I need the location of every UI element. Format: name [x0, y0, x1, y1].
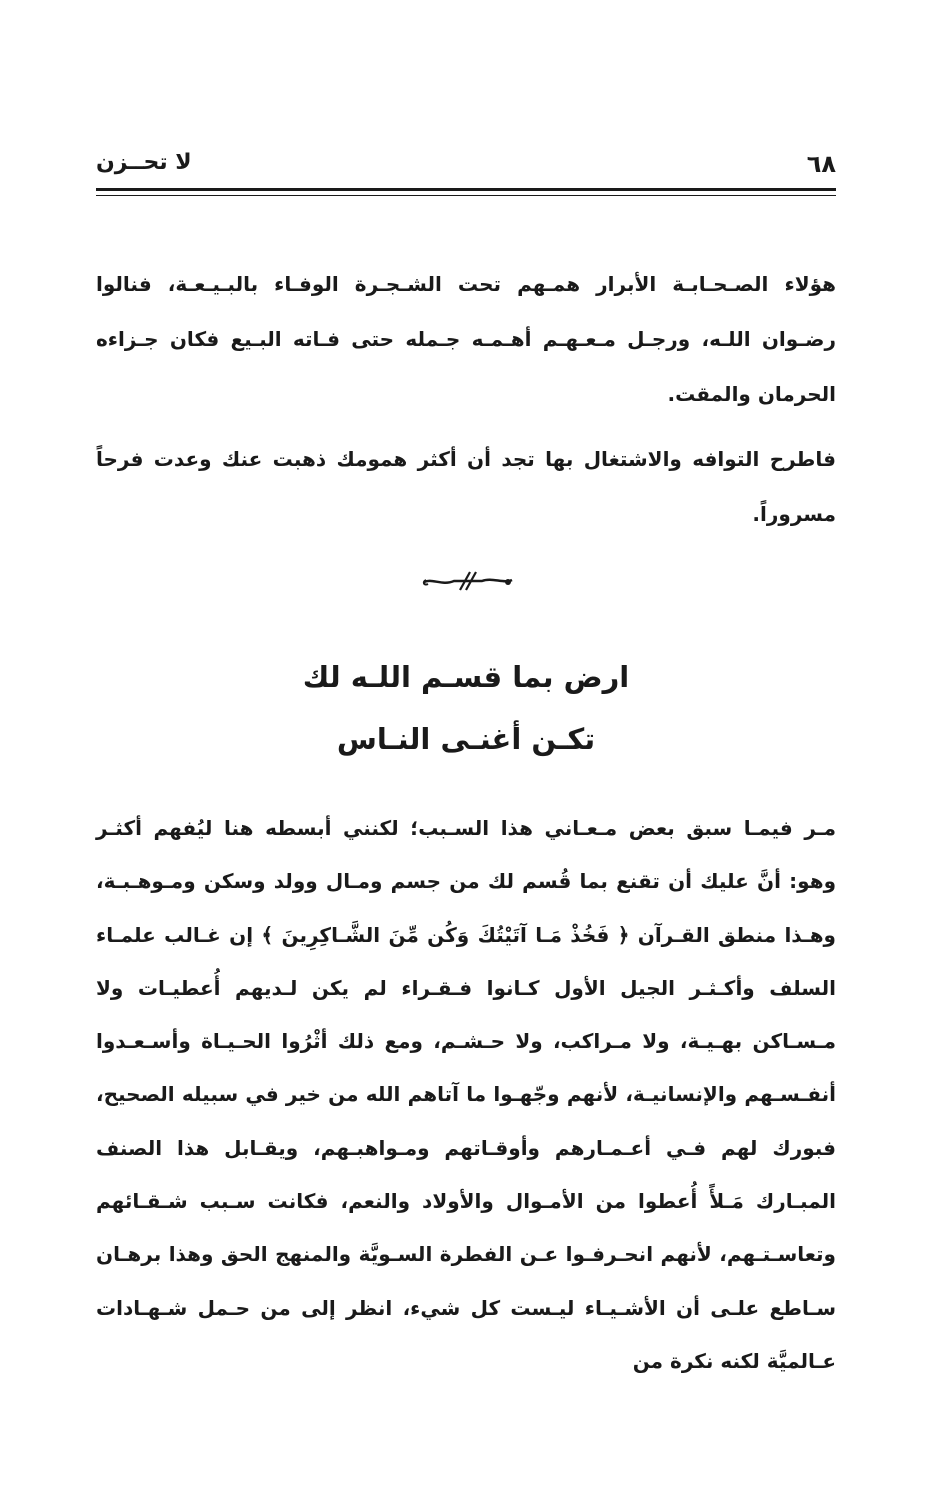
body-paragraph-1: هؤلاء الصـحـابـة الأبرار همـهم تحت الشـجـرة الوفـاء بالبـيـعـة، فنالوا رضـوان اللـه، ورجـل مـعـهـم أهـمـه جـمله حتى فـاته البـيع فكان جـزاءه الحرمان والمقت. [96, 272, 836, 406]
page-number: ٦٨ [806, 150, 836, 178]
body-paragraph-2: فاطرح التوافه والاشتغال بها تجد أن أكثر همومك ذهبت عنك وعدت فرحاً مسروراً. [96, 447, 836, 526]
section-title-line-2: تكـن أغنـى النـاس [336, 722, 596, 756]
running-title: لا تحــزن [96, 150, 192, 175]
header-rule-thick [96, 188, 836, 191]
section-paragraph: مـر فيمـا سبق بعض مـعـاني هذا السـبب؛ لكنني أبسطه هنا ليُفهم أكثـر وهو: أنَّ عليك أن تقنع بما قُسم لك من جسم ومـال وولد وسكن ومـوهـبـة، وهـذا منطق القـرآن ﴿ فَخُذْ مَـا آتَيْتُكَ وَكُن مِّنَ الشَّـاكِرِينَ ﴾ إن غـالب علمـاء السلف وأكـثـر الجيل الأول كـانوا فـقـراء لم يكن لـديهم أُعطيـات ولا مـسـاكن بهـيـة، ولا مـراكب، ولا حـشـم، ومع ذلك أثْرُوا الحـيـاة وأسـعـدوا أنفـسـهم والإنسانيـة، لأنهم وجّهـوا ما آتاهم الله من خير في سبيله الصحيح، فبورك لهم فـي أعـمـارهم وأوقـاتهم ومـواهبـهم، ويقـابل هذا الصنف المبـارك مَـلأً أُعطوا من الأمـوال والأولاد والنعم، فكانت سـبب شـقـائهم وتعاسـتـهم، لأنهم انحـرفـوا عـن الفطرة السـويَّة والمنهج الحق وهذا برهـان سـاطع علـى أن الأشـيـاء ليـست كل شيء، انظر إلى من حـمل شـهـادات عـالميَّة لكنه نكرة من [96, 816, 836, 1373]
section-title-line-1: ارض بما قسـم اللـه لك [302, 660, 630, 694]
header-rule-thin [96, 195, 836, 196]
page-header [96, 150, 836, 180]
flourish-divider-icon [420, 568, 516, 594]
